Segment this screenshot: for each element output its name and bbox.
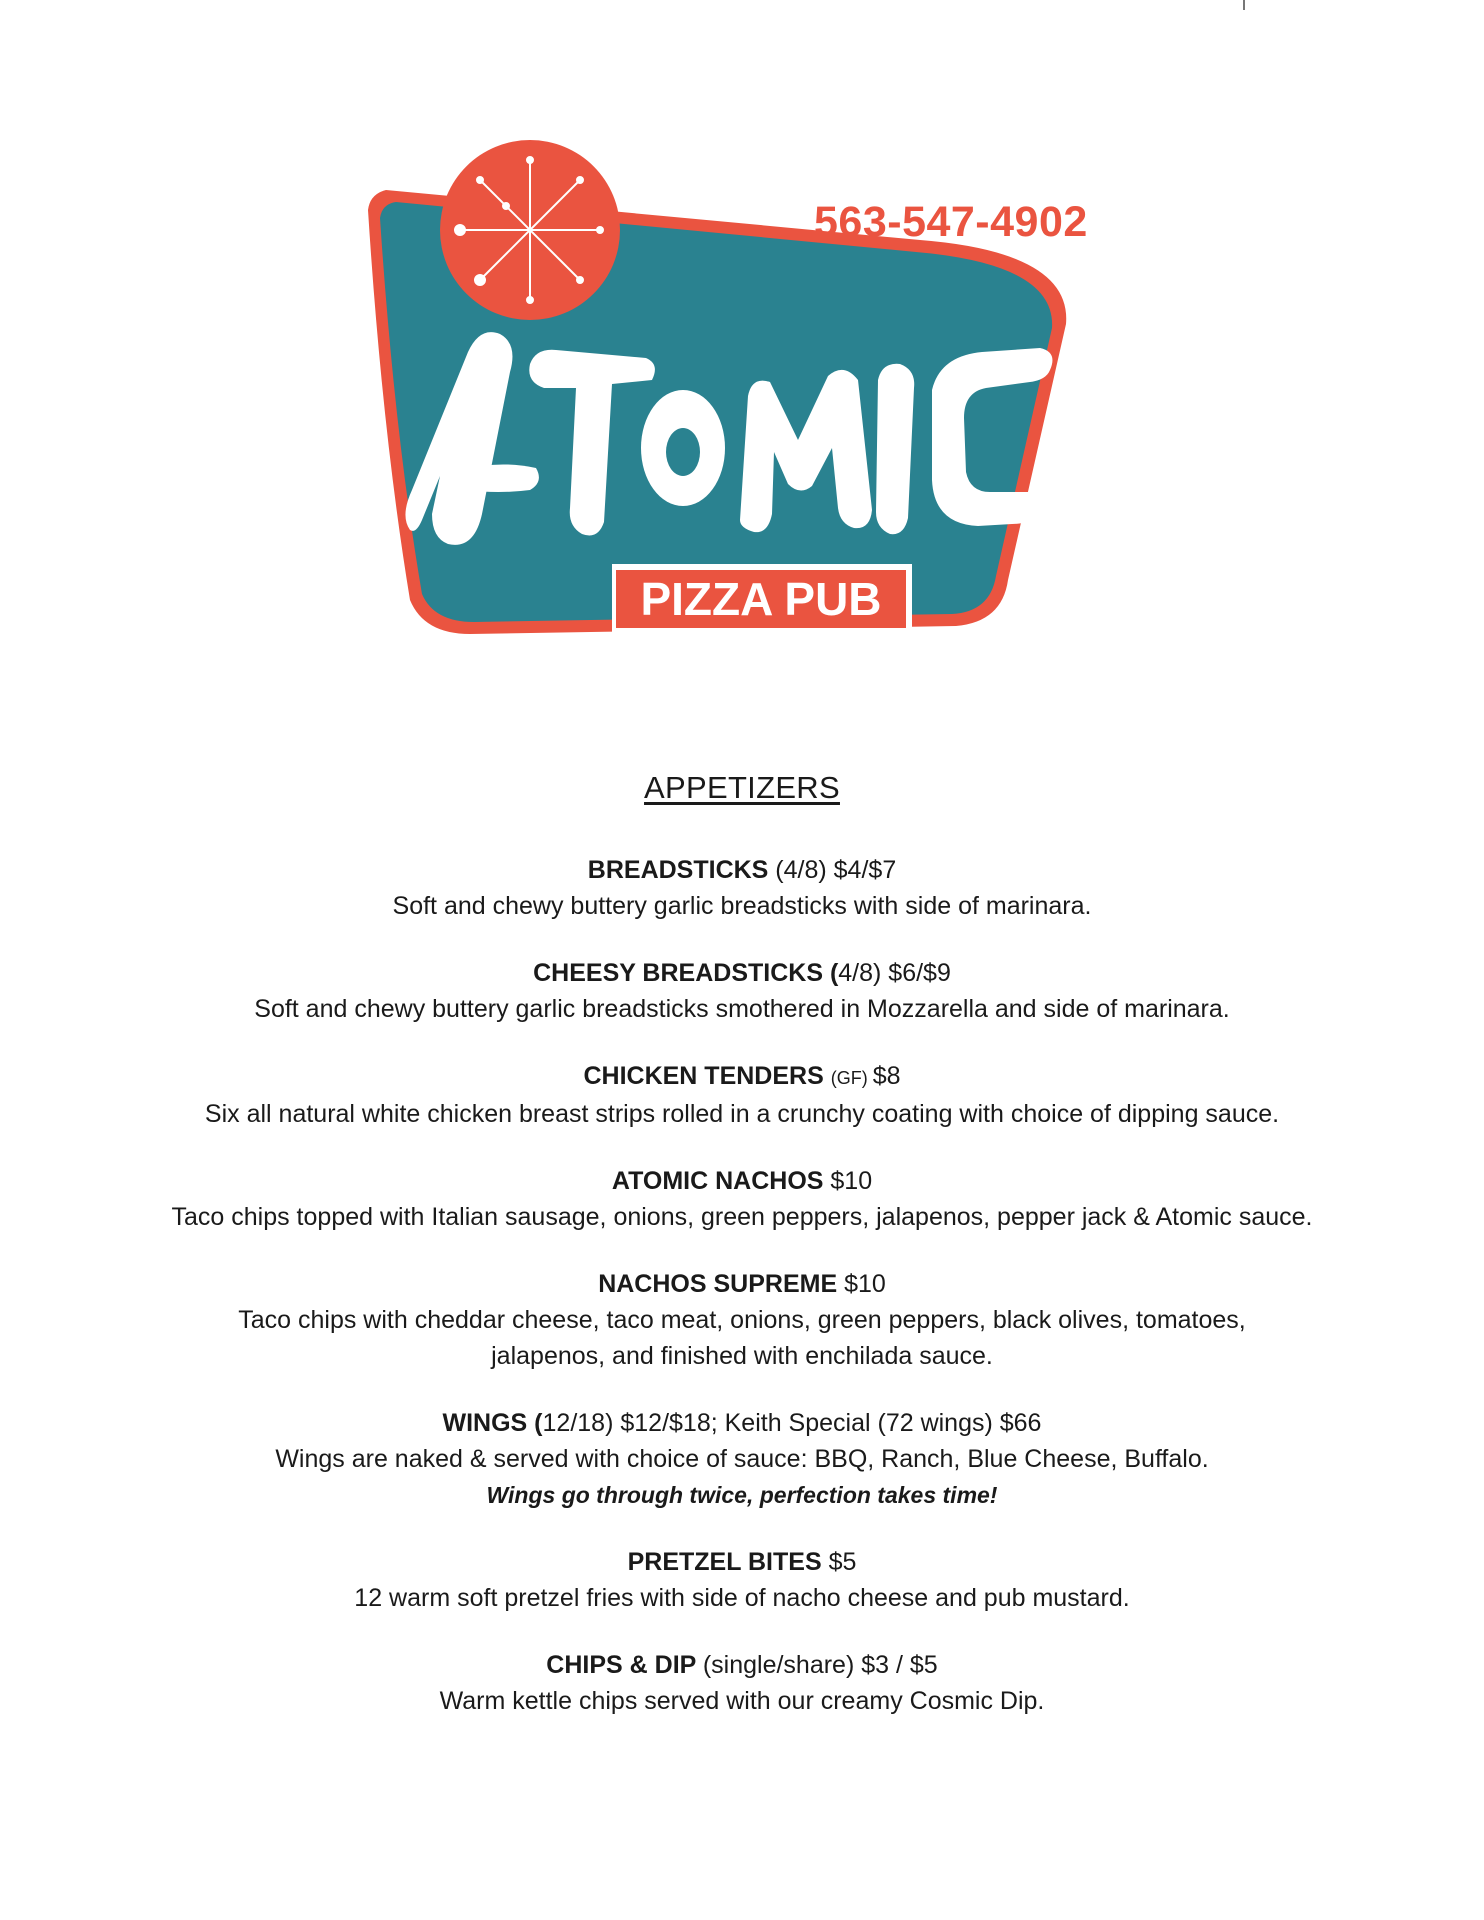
menu-item-chips-and-dip [0,1647,1484,1719]
item-description: Six all natural white chicken breast strips rolled in a crunchy coating with choice of dipping sauce. [204,1100,1280,1128]
item-price: $10 [830,1167,873,1195]
item-detail: 4/8) [838,959,889,987]
item-description: Wings are naked & served with choice of sauce: BBQ, Ranch, Blue Cheese, Buffalo. [275,1445,1209,1473]
item-price: $5 [828,1548,857,1576]
item-heading [0,955,1484,991]
menu-item-atomic-nachos [0,1163,1484,1235]
item-heading [0,1647,1484,1683]
item-price: $8 [872,1062,901,1090]
item-note: Wings go through twice, perfection takes time! [486,1482,998,1508]
item-description: Taco chips topped with Italian sausage, onions, green peppers, jalapenos, pepper jack & Atomic sauce. [171,1203,1313,1231]
scan-edge-mark [1243,0,1245,10]
item-description: 12 warm soft pretzel fries with side of nacho cheese and pub mustard. [354,1584,1130,1612]
item-heading [0,1163,1484,1199]
item-heading [0,1405,1484,1441]
item-price: $6/$9 [888,959,951,987]
item-name: WINGS ( [442,1409,543,1437]
item-description: Warm kettle chips served with our creamy Cosmic Dip. [439,1687,1045,1715]
menu-item-pretzel-bites [0,1544,1484,1616]
menu-item-breadsticks [0,852,1484,924]
phone-number: 563-547-4902 [814,198,1088,246]
item-detail: (4/8) [768,856,834,884]
item-name: CHICKEN TENDERS [583,1062,831,1090]
item-heading [0,1058,1484,1096]
item-heading [0,1266,1484,1302]
item-heading [0,1544,1484,1580]
logo-subtitle: PIZZA PUB [640,573,882,625]
item-price: $10 [844,1270,886,1298]
item-description: Soft and chewy buttery garlic breadsticks with side of marinara. [392,892,1092,920]
item-name: ATOMIC NACHOS [611,1167,831,1195]
menu-item-cheesy-breadsticks [0,955,1484,1027]
menu-item-nachos-supreme [0,1266,1484,1374]
section-title: APPETIZERS [644,770,840,805]
menu-item-wings [0,1405,1484,1513]
item-price: $12/$18; Keith Special (72 wings) $66 [620,1409,1042,1437]
item-name: CHEESY BREADSTICKS ( [533,959,839,987]
item-detail: (GF) [830,1068,873,1088]
item-description: Taco chips with cheddar cheese, taco meat, onions, green peppers, black olives, tomatoes, [238,1306,1246,1334]
item-detail: (single/share) [702,1651,862,1679]
item-description-line-2: jalapenos, and finished with enchilada sauce. [491,1342,993,1370]
item-description: Soft and chewy buttery garlic breadsticks smothered in Mozzarella and side of marinara. [254,995,1230,1023]
item-name: NACHOS SUPREME [598,1270,845,1298]
item-name: CHIPS & DIP [546,1651,703,1679]
item-heading [0,852,1484,888]
item-price: $3 / $5 [861,1651,938,1679]
appetizers-menu [0,770,1484,1750]
item-price: $4/$7 [833,856,897,884]
item-detail: 12/18) [542,1409,621,1437]
item-name: BREADSTICKS [587,856,769,884]
item-name: PRETZEL BITES [627,1548,829,1576]
menu-item-chicken-tenders [0,1058,1484,1132]
